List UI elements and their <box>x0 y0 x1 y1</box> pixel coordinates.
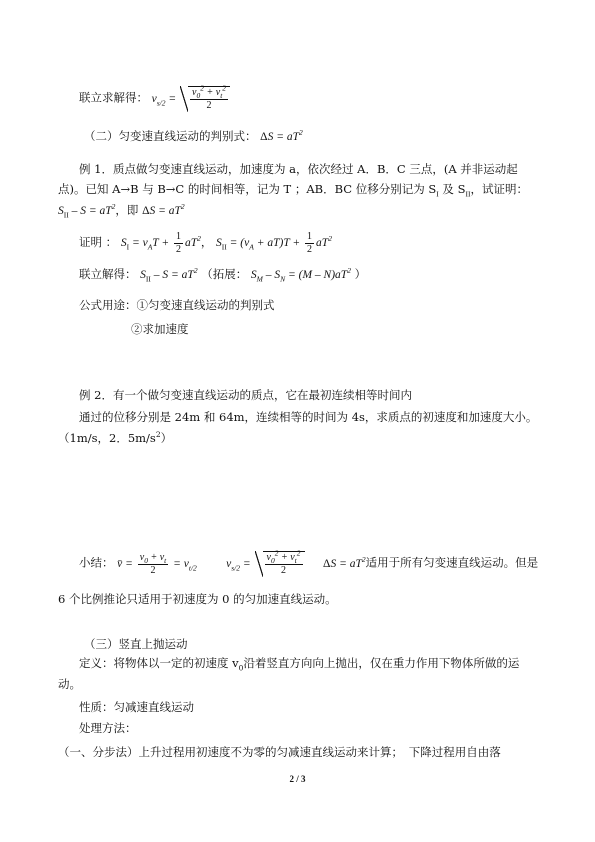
extension-close: ） <box>354 267 367 281</box>
formula-diff: $S_{II} - S = aT^2$ <box>58 202 116 220</box>
conclusion-lead: 联立解得： <box>79 267 137 281</box>
example-1-text-c: ，试证明： <box>470 182 528 196</box>
formula-s1: $S_I = v_AT$ + $\frac{1}{2}$ $aT^2$ <box>120 231 201 255</box>
section-two-text: （二）匀变速直线运动的判别式： <box>84 129 257 143</box>
usage-line-2: ②求加速度 <box>131 322 189 336</box>
formula-conclusion: $S_{II} - S = aT^2$ <box>140 266 198 284</box>
section-three-heading: （三）竖直上抛运动 <box>84 637 188 651</box>
definition-text-a: 定义：将物体以一定的初速度 v <box>79 656 239 670</box>
formula-v-mid-position-2: $v_{s/2}$ = $\frac{v_0^2 + v_t^2}{2}$ <box>226 558 307 570</box>
example-2-line-2: 通过的位移分别是 24m 和 64m，连续相等的时间为 4s，求质点的初速度和加速度大小。 <box>79 410 538 424</box>
derivation-line-1 <box>79 83 230 112</box>
definition-text-b: 沿着竖直方向向上抛出，仅在重力作用下物体所做的运 <box>243 656 520 670</box>
formula-v-mid-position: $v_{s/2}$ = $\frac{v_0^2 + v_t^2}{2}$ <box>152 93 230 105</box>
formula-delta-s: $\Delta S = aT^2$ <box>260 128 303 143</box>
summary-tail: 适用于所有匀变速直线运动。但是 <box>365 555 539 570</box>
answer-close: ） <box>160 431 173 445</box>
answer-sup: 2 <box>155 430 161 440</box>
definition-sub: 0 <box>238 663 244 673</box>
formula-avg-velocity: v̄ = $\frac{v_0 + v_t}{2}$ = $v_{t/2}$ <box>117 551 197 576</box>
example-1-line-3 <box>58 203 185 218</box>
summary-lead: 小结： <box>79 555 114 570</box>
page-number: 2 / 3 <box>289 774 306 784</box>
formula-extension: $S_M - S_N = (M - N)aT^2$ <box>250 266 351 284</box>
example-1-text-a: 点)。已知 A→B 与 B→C 的时间相等，记为 T ；AB．BC 位移分别记为 S <box>58 182 437 196</box>
formula-delta-s-2: $\Delta S = aT^2$ <box>142 202 185 217</box>
proof-line: 证明 ： $S_I = v_AT$ + $\frac{1}{2}$ $aT^2$， $S_{II} = (v_A + aT)T$ + $\frac{1}{2}$ $aT^2$ <box>79 231 332 255</box>
derivation-lead: 联立求解得： <box>79 90 148 105</box>
property-line: 性质：匀减速直线运动 <box>79 700 194 714</box>
method-line-1: （一、分步法）上升过程用初速度不为零的匀减速直线运动来计算； 下降过程用自由落 <box>58 745 501 759</box>
proof-lead: 证明 ： <box>79 235 118 250</box>
example-1-text-b: 及 S <box>438 182 466 196</box>
formula-s2: $S_{II} = (v_A + aT)T$ + $\frac{1}{2}$ $aT^2$ <box>216 231 332 255</box>
summary-line <box>79 548 539 577</box>
definition-line-1 <box>79 656 520 673</box>
example-1-text-d: ，即 <box>115 203 139 217</box>
formula-delta-s-3: $\Delta S = aT^2$ <box>323 554 366 570</box>
definition-line-2: 动。 <box>58 677 81 691</box>
example-2-line-1: 例 2．有一个做匀变速直线运动的质点，它在最初连续相等时间内 <box>79 388 412 402</box>
example-1-line-2: 点)。已知 A→B 与 B→C 的时间相等，记为 T ；AB．BC 位移分别记为 $S_I$ 及 $S_{II}$，试证明： <box>58 182 528 199</box>
example-1-line-1: 例 1．质点做匀变速直线运动，加速度为 a，依次经过 A．B．C 三点，(A 并非运动起 <box>79 162 518 176</box>
section-two-heading <box>84 129 303 144</box>
usage-line-1: 公式用途：①匀变速直线运动的判别式 <box>79 298 275 312</box>
extension-lead: （拓展： <box>201 267 248 281</box>
answer-text: （1m/s，2．5m/s <box>58 431 156 445</box>
example-2-answer <box>58 431 172 445</box>
method-heading: 处理方法： <box>79 721 137 735</box>
summary-line-2: 6 个比例推论只适用于初速度为 0 的匀加速直线运动。 <box>58 592 337 606</box>
conclusion-line <box>79 267 366 282</box>
